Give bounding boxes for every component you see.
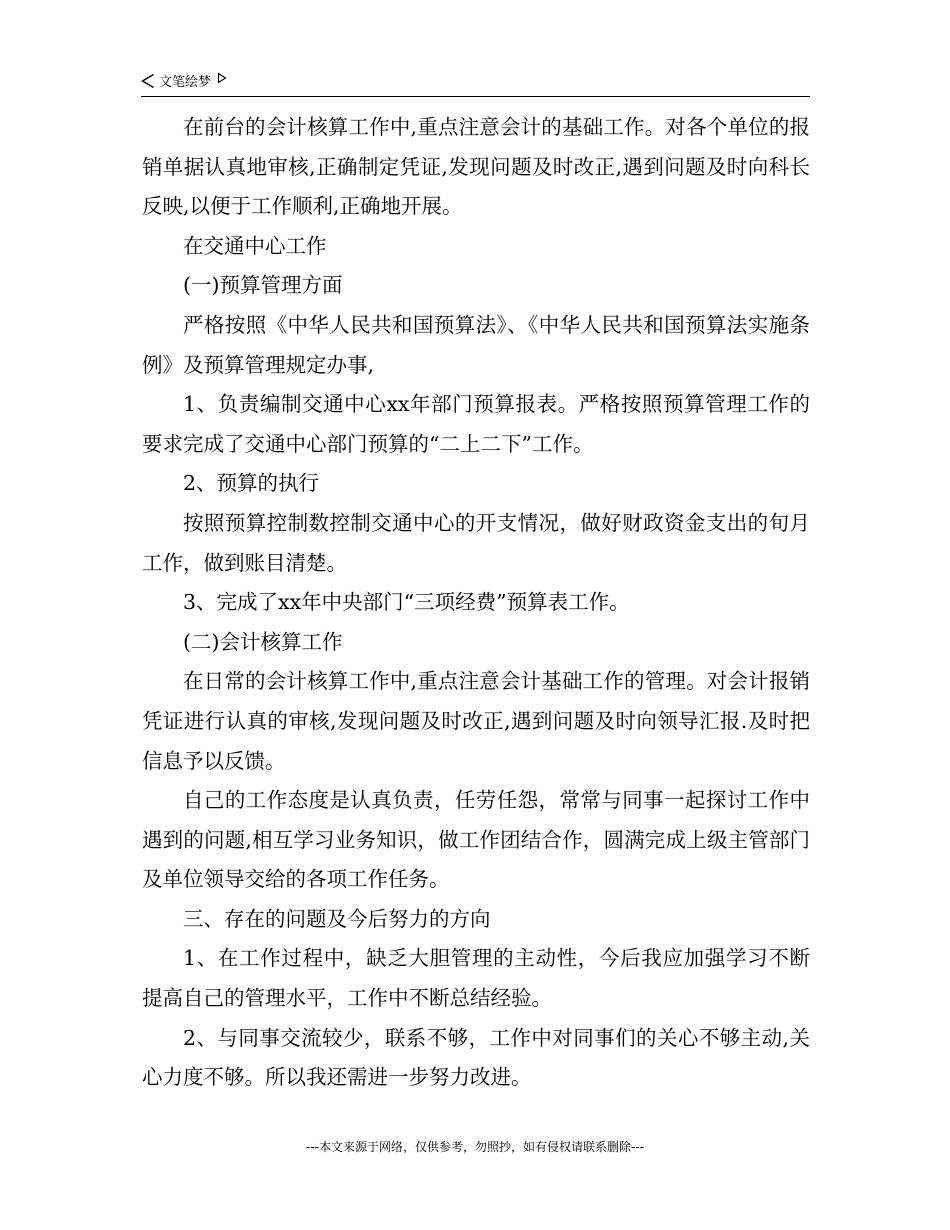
section-heading: 三、存在的问题及今后努力的方向 [183, 906, 491, 931]
triangle-left-outline-icon [141, 73, 155, 89]
paragraph: 按照预算控制数控制交通中心的开支情况，做好财政资金支出的旬月工作，做到账目清楚。 [142, 510, 810, 575]
footer-notice: ---本文来源于网络，仅供参考，勿照抄，如有侵权请联系删除--- [306, 1140, 644, 1154]
paragraph: 在前台的会计核算工作中,重点注意会计的基础工作。对各个单位的报销单据认真地审核,正确制定凭证,发现问题及时改正,遇到问题及时向科长反映,以便于工作顺利,正确地开展。 [142, 115, 810, 219]
section-heading: (二)会计核算工作 [183, 629, 343, 654]
paragraph: 3、完成了xx年中央部门“三项经费”预算表工作。 [183, 590, 630, 615]
paragraph: 在日常的会计核算工作中,重点注意会计基础工作的管理。对会计报销凭证进行认真的审核,发现问题及时改正,遇到问题及时向领导汇报.及时把信息予以反馈。 [142, 669, 810, 773]
section-heading: 2、预算的执行 [183, 471, 320, 496]
paragraph: 1、负责编制交通中心xx年部门预算报表。严格按照预算管理工作的要求完成了交通中心部门预算的“二上二下”工作。 [142, 392, 810, 456]
section-heading: 在交通中心工作 [183, 233, 327, 258]
header-brand [141, 71, 227, 90]
paragraph: 2、与同事交流较少，联系不够，工作中对同事们的关心不够主动,关心力度不够。所以我还需进一步努力改进。 [142, 1025, 810, 1090]
section-heading: (一)预算管理方面 [183, 273, 343, 298]
paragraph: 1、在工作过程中，缺乏大胆管理的主动性，今后我应加强学习不断提高自己的管理水平，工作中不断总结经验。 [142, 946, 810, 1011]
header-brand-text: 文笔绘梦 [159, 75, 212, 90]
paragraph: 自己的工作态度是认真负责，任劳任怨，常常与同事一起探讨工作中遇到的问题,相互学习业务知识，做工作团结合作，圆满完成上级主管部门及单位领导交给的各项工作任务。 [142, 788, 810, 892]
paragraph: 严格按照《中华人民共和国预算法》、《中华人民共和国预算法实施条例》及预算管理规定办事, [142, 312, 810, 377]
page-header [141, 70, 810, 97]
document-body [142, 108, 810, 1098]
triangle-right-outline-icon [217, 72, 227, 84]
